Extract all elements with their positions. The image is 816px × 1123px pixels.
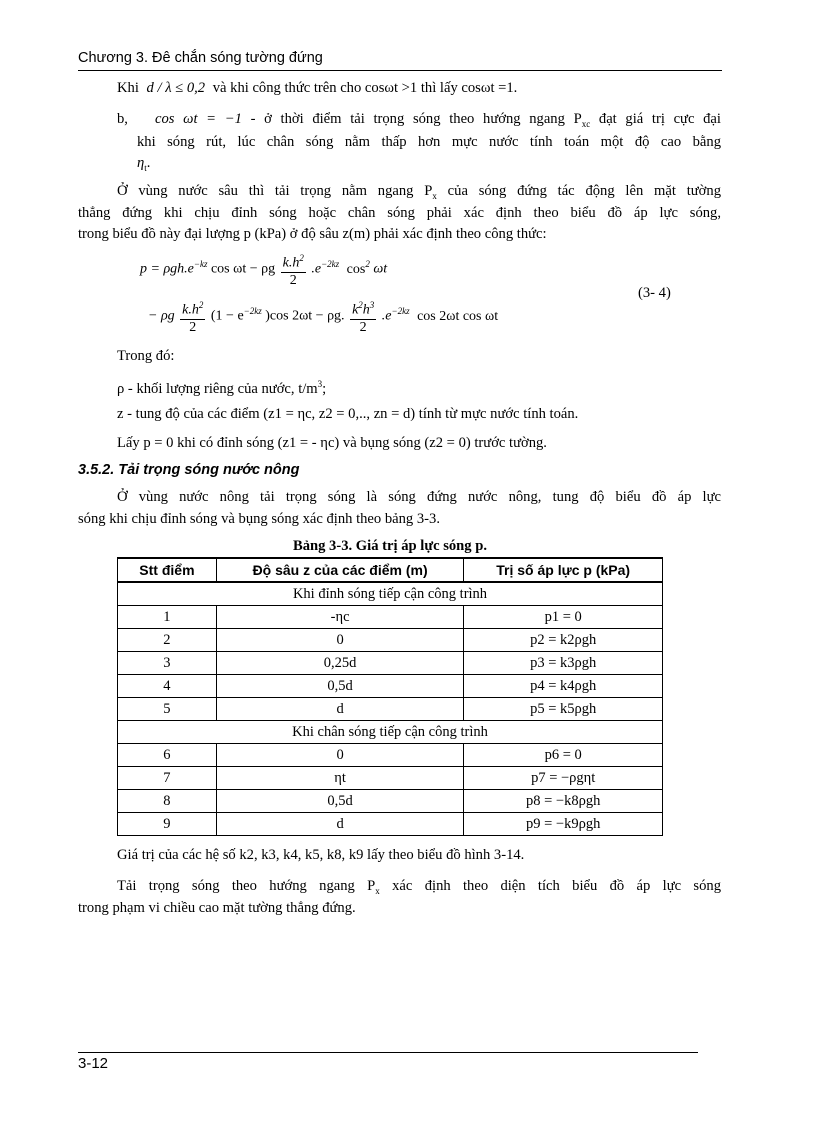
text: xác định theo diện tích biểu đồ áp lực sóng (392, 878, 721, 894)
cell-stt: 6 (118, 744, 217, 767)
cell-stt: 7 (118, 767, 217, 790)
eq-term: − ρg (148, 308, 175, 324)
eq-term: .e (311, 261, 322, 277)
cell-pressure: p7 = −ρgηt (464, 767, 663, 790)
cell-stt: 4 (118, 675, 217, 698)
paragraph-shallow-line1: Ở vùng nước nông tải trọng sóng là sóng đứng nước nông, tung độ biểu đồ áp lực (117, 489, 721, 505)
eq-num: k.h (282, 255, 300, 271)
eq-den: 2 (189, 319, 197, 335)
where-z (117, 406, 578, 423)
subscript: x (375, 885, 380, 896)
eq-den: 2 (359, 319, 367, 335)
paragraph-final-line1 (117, 878, 721, 900)
cell-depth: 0 (216, 629, 464, 652)
text: . (146, 155, 151, 171)
cell-depth: ηt (216, 767, 464, 790)
text: ρ - khối lượng riêng của nước, t/m (117, 380, 318, 397)
table-row (118, 744, 663, 767)
table-group-row (118, 721, 663, 744)
page-header: Chương 3. Đê chắn sóng tường đứng (78, 50, 323, 66)
cell-stt: 2 (118, 629, 217, 652)
cell-depth: 0,25d (216, 652, 464, 675)
section-title: 3.5.2. Tải trọng sóng nước nông (78, 462, 300, 478)
eq-sup: −2kz (321, 258, 340, 269)
cell-pressure: p2 = k2ρgh (464, 629, 663, 652)
text: - ở thời điểm tải trọng sóng theo hướng ngang P (250, 111, 582, 127)
paragraph-b-line3 (137, 155, 150, 177)
cell-pressure: p6 = 0 (464, 744, 663, 767)
equation-number: (3- 4) (638, 285, 671, 301)
table-row (118, 675, 663, 698)
paragraph-b-label: b, (117, 111, 128, 127)
cell-pressure: p5 = k5ρgh (464, 698, 663, 721)
group-crest: Khi đỉnh sóng tiếp cận công trình (118, 582, 663, 606)
table-row (118, 606, 663, 629)
eq-term: ωt (373, 261, 388, 277)
table-group-row (118, 582, 663, 606)
group-trough: Khi chân sóng tiếp cận công trình (118, 721, 663, 744)
header-stt: Stt điểm (118, 558, 217, 582)
table-row (118, 629, 663, 652)
header-pressure: Trị số áp lực p (kPa) (464, 558, 663, 582)
cell-pressure: p1 = 0 (464, 606, 663, 629)
cell-pressure: p9 = −k9ρgh (464, 813, 663, 836)
text: Ở vùng nước sâu thì tải trọng nằm ngang P (117, 183, 433, 199)
table-row (118, 813, 663, 836)
eq-term: cos (346, 261, 366, 277)
table-header-row (118, 558, 663, 582)
equation-row-1 (140, 250, 387, 289)
eq-term: )cos 2ωt − ρg. (265, 308, 345, 324)
cell-depth: 0,5d (216, 790, 464, 813)
text: và khi công thức trên cho cosωt >1 thì lấy cosωt =1. (212, 80, 518, 96)
cell-stt: 8 (118, 790, 217, 813)
eq-fraction (180, 297, 205, 336)
eq-sup: 2 (299, 253, 304, 263)
eq-fraction (281, 250, 306, 289)
table-row (118, 790, 663, 813)
paragraph-deep-line3: trong biểu đồ này đại lượng p (kPa) ở độ sâu z(m) phải xác định theo công thức: (78, 226, 547, 242)
cell-pressure: p8 = −k8ρgh (464, 790, 663, 813)
formula-cos: cos ωt = −1 (155, 111, 242, 127)
eq-sup: 3 (369, 300, 375, 310)
eq-num: k.h (182, 302, 199, 318)
pressure-table (117, 557, 663, 836)
text: 1 = ηc, z2 = 0,.., zn = d) tính từ mực nước tính toán. (274, 406, 579, 422)
text: đạt giá trị cực đại (598, 111, 721, 127)
cell-pressure: p3 = k3ρgh (464, 652, 663, 675)
where-rho (117, 376, 326, 398)
eq-sup: 2 (358, 300, 363, 310)
eq-term: .e (381, 308, 392, 324)
paragraph-coefficients: Giá trị của các hệ số k2, k3, k4, k5, k8, k9 lấy theo biểu đồ hình 3-14. (117, 847, 525, 863)
table-row (118, 652, 663, 675)
cell-depth: 0,5d (216, 675, 464, 698)
paragraph-final-line2: trong phạm vi chiều cao mặt tường thẳng đứng. (78, 900, 356, 916)
eq-fraction (350, 297, 376, 336)
eq-sup: −2kz (243, 305, 262, 316)
cell-stt: 9 (118, 813, 217, 836)
cell-stt: 3 (118, 652, 217, 675)
header-rule (78, 70, 722, 71)
eq-sup: −2kz (391, 305, 410, 316)
paragraph-b-line1 (155, 111, 721, 133)
cell-pressure: p4 = k4ρgh (464, 675, 663, 698)
header-depth: Độ sâu z của các điểm (m) (216, 558, 464, 582)
cell-depth: d (216, 698, 464, 721)
eq-num: k (352, 302, 359, 318)
cell-stt: 1 (118, 606, 217, 629)
paragraph-p0: Lấy p = 0 khi có đỉnh sóng (z1 = - ηc) và bụng sóng (z2 = 0) trước tường. (117, 435, 547, 451)
subscript: t (144, 162, 147, 173)
eq-term: (1 − e (210, 308, 244, 324)
paragraph-deep-line1 (117, 183, 721, 205)
table-row (118, 767, 663, 790)
eq-den: 2 (289, 272, 297, 288)
eq-term: cos 2ωt cos ωt (417, 308, 499, 324)
table-row (118, 698, 663, 721)
subscript: xc (581, 118, 591, 129)
paragraph-shallow-line2: sóng khi chịu đỉnh sóng và bụng sóng xác định theo bảng 3-3. (78, 511, 440, 527)
text: Khi (117, 80, 139, 96)
superscript: 3 (317, 379, 323, 389)
text: ; (322, 380, 327, 397)
eq-num: h (362, 302, 370, 318)
formula-d-lambda: d / λ ≤ 0,2 (146, 80, 206, 96)
where-title: Trong đó: (117, 348, 175, 364)
text: z - tung độ của các điểm (z (117, 406, 275, 422)
paragraph-khi (117, 80, 517, 97)
paragraph-b-line2: khi sóng rút, lúc chân sóng nằm thấp hơn mực nước tính toán một độ cao bằng (137, 134, 721, 150)
cell-depth: d (216, 813, 464, 836)
table-caption: Bảng 3-3. Giá trị áp lực sóng p. (292, 538, 488, 554)
eta-symbol: η (137, 155, 145, 171)
subscript: x (432, 190, 437, 201)
cell-depth: -ηc (216, 606, 464, 629)
text: của sóng đứng tác động lên mặt tường (447, 183, 721, 199)
text: Tải trọng sóng theo hướng ngang P (117, 878, 376, 894)
paragraph-deep-line2: thẳng đứng khi chịu đỉnh sóng hoặc chân sóng phải xác định theo biểu đồ áp lực sóng, (78, 205, 721, 221)
equation-row-2 (148, 297, 498, 336)
cell-stt: 5 (118, 698, 217, 721)
cell-depth: 0 (216, 744, 464, 767)
footer-rule (78, 1052, 698, 1053)
eq-term: cos ωt − ρg (210, 261, 276, 277)
page-number: 3-12 (78, 1055, 109, 1072)
eq-term: p = ρgh.e (140, 261, 194, 277)
eq-sup: 2 (198, 300, 204, 310)
eq-sup: −kz (193, 258, 208, 269)
eq-sup: 2 (365, 258, 370, 269)
